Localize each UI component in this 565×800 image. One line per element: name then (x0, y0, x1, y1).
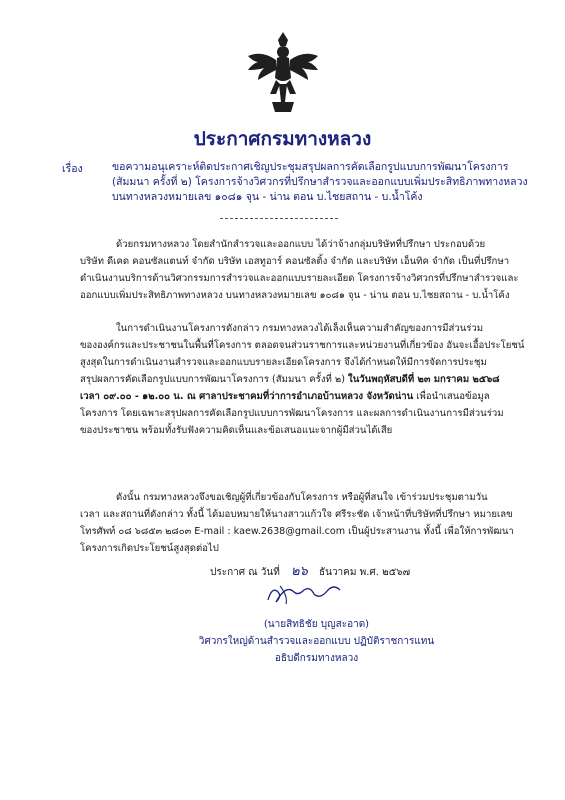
signer-organization: อธิบดีกรมทางหลวง (274, 653, 359, 664)
paragraph-line: โครงการเกิดประโยชน์สูงสุดต่อไป (80, 543, 219, 554)
paragraph-invitation (80, 489, 525, 557)
paragraph-line: สูงสุดในการดำเนินงานสำรวจและออกแบบรายละเอียดโครงการ จึงได้กำหนดให้มีการจัดการประชุม (80, 357, 487, 368)
paragraph-line (80, 371, 525, 388)
paragraph-line: โทรศัพท์ ๐๘ ๖๘๕๓ ๒๘๐๓ E-mail : kaew.2638@gmail.com เป็นผู้ประสานงาน ทั้งนี้ เพื่อให้การพัฒนา (80, 526, 514, 537)
paragraph-line: บริษัท ดีเคด คอนซัลแตนท์ จำกัด บริษัท เอสทูอาร์ คอนซัลติ้ง จำกัด และบริษัท เอ็นทิค จำกัด เป็นที่ปรึกษา (80, 256, 510, 267)
page-title: ประกาศกรมทางหลวง (193, 128, 372, 150)
paragraph-line (80, 388, 525, 405)
paragraph-introduction (80, 236, 525, 304)
paragraph-line: เวลา และสถานที่ดังกล่าว ทั้งนี้ ได้มอบหมายให้นางสาวแก้วใจ ศรีระชัด เจ้าหน้าที่บริษัทที่ปรึกษา หมายเลข (80, 509, 513, 520)
subject-line: ขอความอนุเคราะห์ติดประกาศเชิญประชุมสรุปผลการคัดเลือกรูปแบบการพัฒนาโครงการ (112, 161, 509, 173)
paragraph-line: ออกแบบเพิ่มประสิทธิภาพทางหลวง บนทางหลวงหมายเลข ๑๐๘๑ จุน - น่าน ตอน บ.ไชยสถาน - บ.น้ำโค้ง (80, 290, 510, 301)
subject-line: บนทางหลวงหมายเลข ๑๐๘๑ จุน - น่าน ตอน บ.ไชยสถาน - บ.น้ำโค้ง (112, 191, 423, 203)
meeting-time-place: เวลา ๐๙.๐๐ - ๑๒.๐๐ น. ณ ศาลาประชาคมที่ว่าการอำเภอบ้านหลวง จังหวัดน่าน (80, 391, 414, 402)
date-suffix: ธันวาคม พ.ศ. ๒๕๖๗ (319, 567, 411, 578)
garuda-emblem-icon (246, 30, 320, 114)
paragraph-text: สรุปผลการคัดเลือกรูปแบบการพัฒนาโครงการ (สัมมนา ครั้งที่ ๒) (80, 374, 345, 385)
handwritten-signature-icon (258, 578, 358, 608)
paragraph-line: ขององค์กรและประชาชนในพื้นที่โครงการ ตลอดจนส่วนราชการและหน่วยงานที่เกี่ยวข้อง อันจะเอื้อประโยชน์ (80, 340, 525, 351)
paragraph-line: ดำเนินงานบริการด้านวิศวกรรมการสำรวจและออกแบบรายละเอียด โครงการจ้างวิศวกรที่ปรึกษาสำรวจและ (80, 273, 519, 284)
paragraph-meeting (80, 320, 525, 439)
paragraph-line: ในการดำเนินงานโครงการดังกล่าว กรมทางหลวงได้เล็งเห็นความสำคัญของการมีส่วนร่วม (116, 323, 484, 334)
subject-text (112, 160, 528, 205)
subject-line: (สัมมนา ครั้งที่ ๒) โครงการจ้างวิศวกรที่ปรึกษาสำรวจและออกแบบเพิ่มประสิทธิภาพทางหลวง (112, 176, 528, 188)
paragraph-line: ของประชาชน พร้อมทั้งรับฟังความคิดเห็นและข้อเสนอแนะจากผู้มีส่วนได้เสีย (80, 425, 393, 436)
signer-position: วิศวกรใหญ่ด้านสำรวจและออกแบบ ปฏิบัติราชการแทน (198, 636, 435, 647)
paragraph-line: โครงการ โดยเฉพาะสรุปผลการคัดเลือกรูปแบบการพัฒนาโครงการ และผลการดำเนินงานการมีส่วนร่วม (80, 408, 504, 419)
date-day: ๒๖ (290, 564, 308, 579)
paragraph-line: ดังนั้น กรมทางหลวงจึงขอเชิญผู้ที่เกี่ยวข้องกับโครงการ หรือผู้ที่สนใจ เข้าร่วมประชุมตามวัน (116, 492, 488, 503)
date-prefix: ประกาศ ณ วันที่ (210, 567, 280, 578)
subject-label: เรื่อง (62, 163, 83, 175)
signer-name: (นายสิทธิชัย บุญสะอาด) (263, 619, 370, 630)
divider (220, 218, 338, 219)
paragraph-line: ด้วยกรมทางหลวง โดยสำนักสำรวจและออกแบบ ได้ว่าจ้างกลุ่มบริษัทที่ปรึกษา ประกอบด้วย (116, 239, 486, 250)
paragraph-text: เพื่อนำเสนอข้อมูล (416, 391, 490, 402)
meeting-date: ในวันพฤหัสบดีที่ ๒๓ มกราคม ๒๕๖๘ (348, 374, 500, 385)
